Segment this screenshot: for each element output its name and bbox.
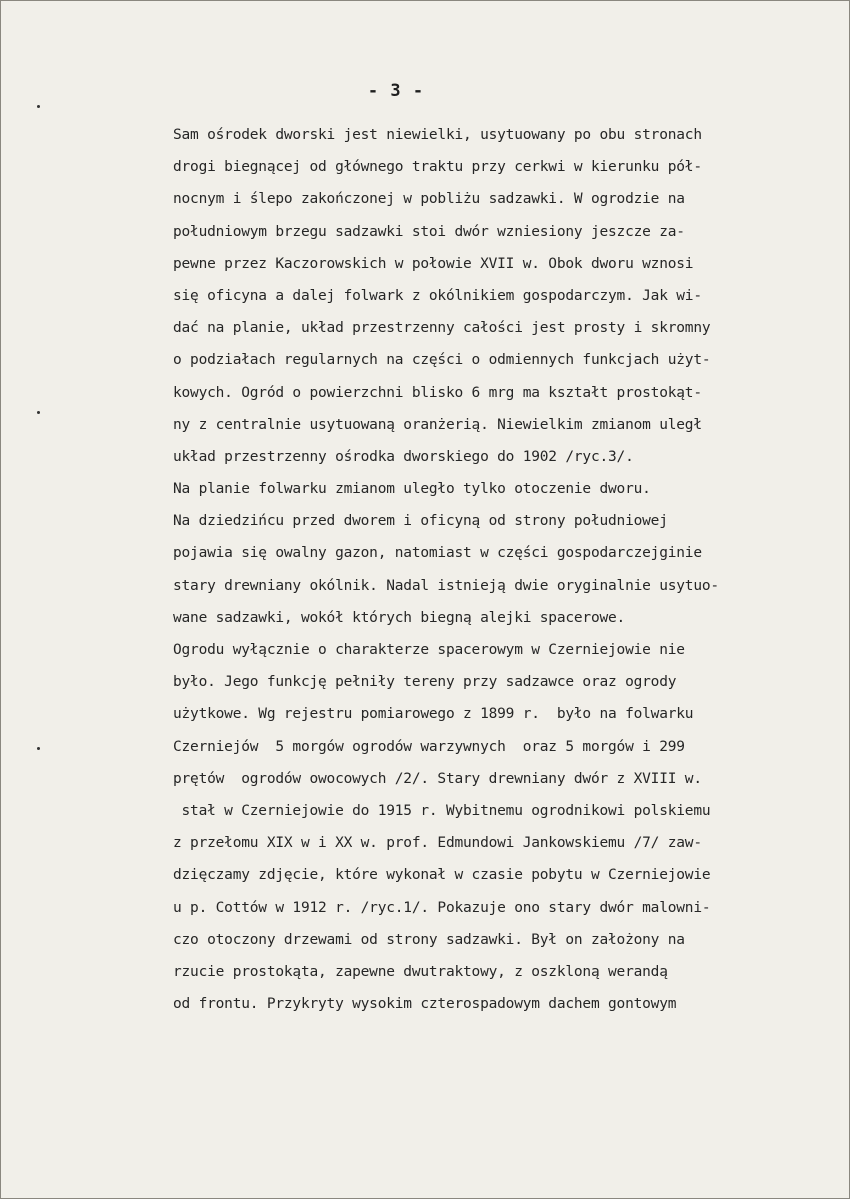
- text-line: dać na planie, układ przestrzenny całości jest prosty i skromny: [173, 320, 711, 337]
- margin-mark: [37, 411, 40, 414]
- margin-mark: [37, 747, 40, 750]
- text-line: czo otoczony drzewami od strony sadzawki. Był on założony na: [173, 931, 685, 948]
- text-line: stał w Czerniejowie do 1915 r. Wybitnemu ogrodnikowi polskiemu: [173, 802, 711, 819]
- text-line: układ przestrzenny ośrodka dworskiego do 1902 /ryc.3/.: [173, 448, 634, 465]
- text-line: nocnym i ślepo zakończonej w pobliżu sadzawki. W ogrodzie na: [173, 191, 685, 208]
- page-number: - 3 -: [367, 81, 425, 101]
- text-line: stary drewniany okólnik. Nadal istnieją dwie oryginalnie usytuo-: [173, 577, 719, 594]
- text-line: o podziałach regularnych na części o odmiennych funkcjach użyt-: [173, 352, 711, 369]
- text-line: Na dziedzińcu przed dworem i oficyną od strony południowej: [173, 513, 668, 530]
- text-line: pojawia się owalny gazon, natomiast w części gospodarczejginie: [173, 545, 702, 562]
- body-text: [173, 119, 833, 1020]
- text-line: dzięczamy zdjęcie, które wykonał w czasie pobytu w Czerniejowie: [173, 867, 711, 884]
- text-line: było. Jego funkcję pełniły tereny przy sadzawce oraz ogrody: [173, 674, 677, 691]
- text-line: z przełomu XIX w i XX w. prof. Edmundowi Jankowskiemu /7/ zaw-: [173, 835, 702, 852]
- text-line: drogi biegnącej od głównego traktu przy cerkwi w kierunku pół-: [173, 159, 702, 176]
- text-line: południowym brzegu sadzawki stoi dwór wzniesiony jeszcze za-: [173, 223, 685, 240]
- text-line: od frontu. Przykryty wysokim czterospadowym dachem gontowym: [173, 996, 677, 1013]
- text-line: pewne przez Kaczorowskich w połowie XVII w. Obok dworu wznosi: [173, 255, 694, 272]
- text-line: rzucie prostokąta, zapewne dwutraktowy, z oszkloną werandą: [173, 963, 668, 980]
- text-line: ny z centralnie usytuowaną oranżerią. Niewielkim zmianom uległ: [173, 416, 702, 433]
- margin-mark: [37, 105, 40, 108]
- text-line: wane sadzawki, wokół których biegną alejki spacerowe.: [173, 609, 626, 626]
- text-line: Sam ośrodek dworski jest niewielki, usytuowany po obu stronach: [173, 127, 702, 143]
- text-line: kowych. Ogród o powierzchni blisko 6 mrg ma kształt prostokąt-: [173, 384, 702, 401]
- text-line: się oficyna a dalej folwark z okólnikiem gospodarczym. Jak wi-: [173, 287, 702, 304]
- text-line: Ogrodu wyłącznie o charakterze spacerowym w Czerniejowie nie: [173, 642, 685, 658]
- text-line: u p. Cottów w 1912 r. /ryc.1/. Pokazuje ono stary dwór malowni-: [173, 899, 711, 916]
- text-line: prętów ogrodów owocowych /2/. Stary drewniany dwór z XVIII w.: [173, 770, 702, 787]
- text-line: użytkowe. Wg rejestru pomiarowego z 1899 r. było na folwarku: [173, 706, 694, 723]
- text-line: Na planie folwarku zmianom uległo tylko otoczenie dworu.: [173, 481, 651, 498]
- text-line: Czerniejów 5 morgów ogrodów warzywnych oraz 5 morgów i 299: [173, 738, 685, 755]
